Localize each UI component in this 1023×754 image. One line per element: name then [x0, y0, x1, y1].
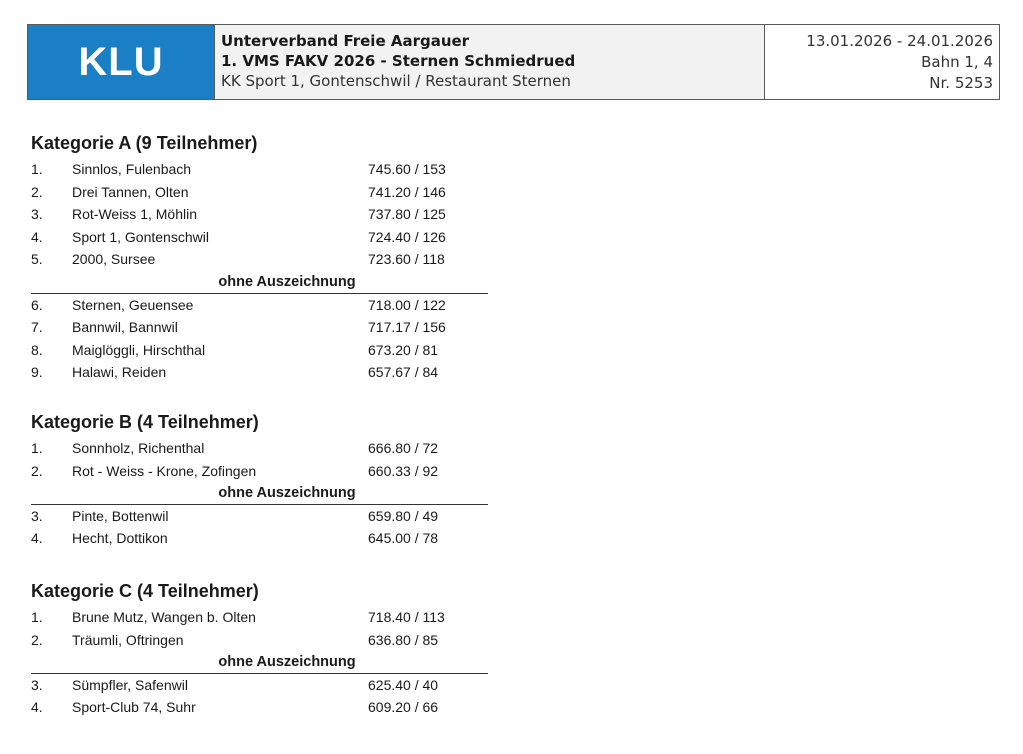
category-a	[31, 128, 491, 384]
event-lanes: Bahn 1, 4	[921, 53, 993, 71]
result-row: 2. Träumli, Oftringen 636.80 / 85	[31, 631, 439, 648]
other-list	[31, 294, 491, 384]
no-award-separator: ohne Auszeichnung	[31, 482, 488, 505]
result-row: 4. Sport 1, Gontenschwil 724.40 / 126	[31, 228, 446, 245]
event-meta	[765, 25, 999, 99]
result-row: 2. Rot - Weiss - Krone, Zofingen 660.33 / 92	[31, 462, 439, 479]
awarded-list	[31, 606, 491, 651]
category-title: Kategorie A (9 Teilnehmer)	[31, 133, 258, 153]
awarded-list	[31, 437, 491, 482]
event-dates: 13.01.2026 - 24.01.2026	[806, 32, 993, 50]
result-row: 3. Pinte, Bottenwil 659.80 / 49	[31, 507, 439, 524]
other-list	[31, 505, 491, 550]
result-row: 9. Halawi, Reiden 657.67 / 84	[31, 364, 439, 381]
document-header	[27, 24, 1000, 100]
result-row: 7. Bannwil, Bannwil 717.17 / 156	[31, 319, 446, 336]
result-row: 1. Brune Mutz, Wangen b. Olten 718.40 / 113	[31, 609, 445, 625]
no-award-separator: ohne Auszeichnung	[31, 271, 488, 294]
result-row: 6. Sternen, Geuensee 718.00 / 122	[31, 296, 446, 313]
event-info	[215, 25, 765, 99]
organizer-name: Unterverband Freie Aargauer	[221, 32, 470, 50]
category-b	[31, 407, 491, 550]
result-row: 3. Sümpfler, Safenwil 625.40 / 40	[31, 676, 439, 693]
event-title: 1. VMS FAKV 2026 - Sternen Schmiedrued	[221, 52, 576, 70]
result-row: 1. Sinnlos, Fulenbach 745.60 / 153	[31, 161, 446, 177]
category-c	[31, 576, 491, 719]
awarded-list	[31, 158, 491, 271]
event-venue: KK Sport 1, Gontenschwil / Restaurant Sternen	[221, 72, 571, 90]
result-row: 4. Hecht, Dottikon 645.00 / 78	[31, 530, 439, 547]
category-title: Kategorie C (4 Teilnehmer)	[31, 581, 259, 601]
result-row: 3. Rot-Weiss 1, Möhlin 737.80 / 125	[31, 206, 446, 223]
event-number: Nr. 5253	[929, 74, 993, 92]
klu-logo: KLU	[28, 25, 215, 99]
result-row: 1. Sonnholz, Richenthal 666.80 / 72	[31, 440, 439, 456]
result-row: 2. Drei Tannen, Olten 741.20 / 146	[31, 183, 446, 200]
result-row: 8. Maiglöggli, Hirschthal 673.20 / 81	[31, 341, 439, 358]
result-row: 5. 2000, Sursee 723.60 / 118	[31, 251, 445, 268]
result-row: 4. Sport-Club 74, Suhr 609.20 / 66	[31, 699, 439, 716]
other-list	[31, 674, 491, 719]
no-award-separator: ohne Auszeichnung	[31, 651, 488, 674]
category-title: Kategorie B (4 Teilnehmer)	[31, 412, 259, 432]
